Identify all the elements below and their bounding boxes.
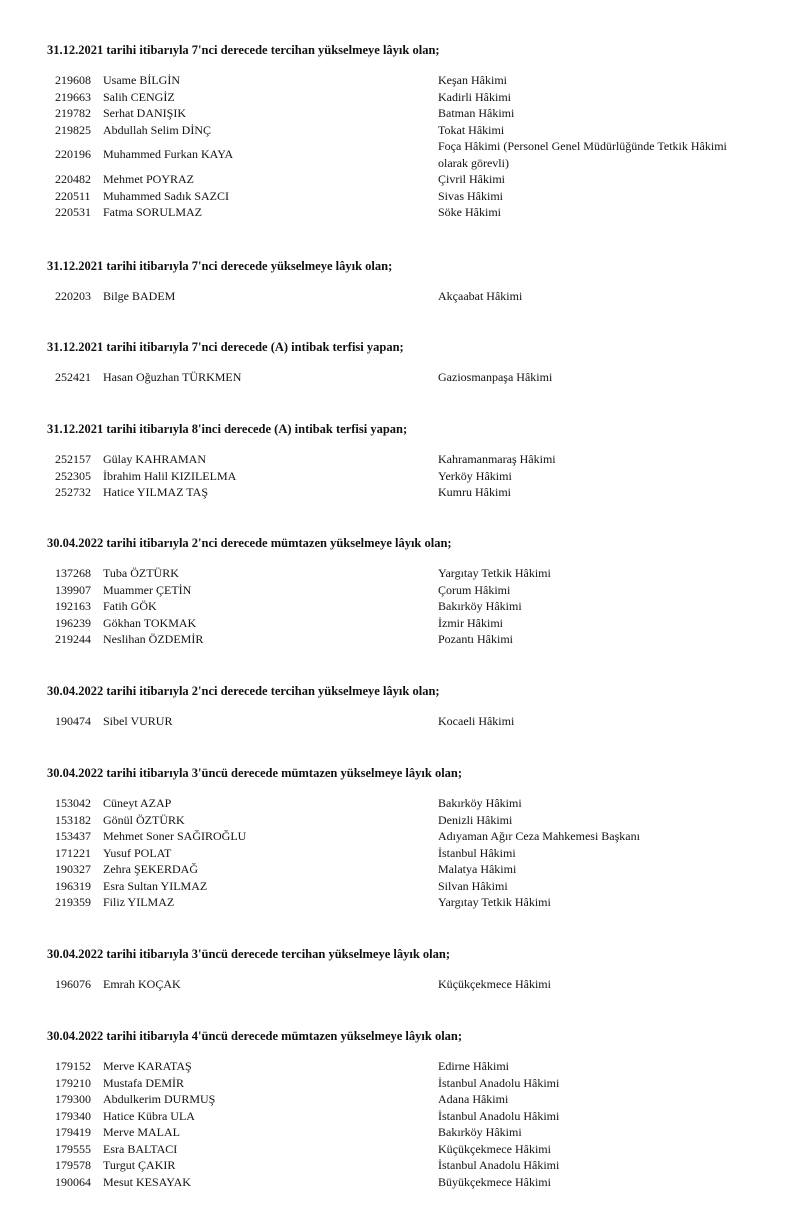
person-name: Fatma SORULMAZ [103, 205, 202, 219]
person-name: Abdulkerim DURMUŞ [103, 1092, 216, 1106]
list-item [0, 894, 798, 911]
registry-number: 179340 [55, 1108, 91, 1123]
position-title: Yerköy Hâkimi [438, 468, 512, 483]
list-item [0, 812, 798, 829]
registry-number: 179578 [55, 1158, 91, 1172]
position-title: İstanbul Anadolu Hâkimi [438, 1158, 560, 1172]
position-title: Pozantı Hâkimi [438, 632, 513, 646]
registry-number: 137268 [55, 566, 91, 580]
section-rows [0, 1058, 798, 1190]
position-title: Sivas Hâkimi [438, 188, 503, 203]
registry-number: 196076 [55, 977, 91, 991]
registry-number: 219244 [55, 632, 91, 646]
position-title: Adana Hâkimi [438, 1092, 509, 1106]
registry-number: 252157 [55, 452, 91, 466]
person-name: Serhat DANIŞIK [103, 106, 186, 120]
person-name: Mehmet Soner SAĞIROĞLU [103, 829, 247, 843]
list-item [0, 713, 798, 730]
list-item [0, 188, 798, 205]
position-title: Foça Hâkimi (Personel Genel Müdürlüğünde Tetkik Hâkimi olarak görevli) [438, 139, 727, 170]
list-item [0, 565, 798, 582]
list-item [0, 204, 798, 221]
list-item [0, 845, 798, 862]
list-item [0, 1075, 798, 1092]
position-title: Denizli Hâkimi [438, 812, 513, 827]
person-name: Abdullah Selim DİNÇ [103, 122, 211, 137]
registry-number: 179419 [55, 1125, 91, 1139]
registry-number: 220203 [55, 289, 91, 303]
registry-number: 219359 [55, 895, 91, 909]
list-item [0, 1091, 798, 1108]
position-title: Gaziosmanpaşa Hâkimi [438, 370, 553, 384]
registry-number: 252732 [55, 485, 91, 499]
position-title: Edirne Hâkimi [438, 1059, 509, 1073]
section-rows [0, 369, 798, 386]
position-title: Kumru Hâkimi [438, 485, 511, 499]
registry-number: 190474 [55, 714, 91, 728]
list-item [0, 631, 798, 648]
registry-number: 153042 [55, 796, 91, 810]
person-name: Merve MALAL [103, 1125, 180, 1139]
registry-number: 179152 [55, 1059, 91, 1073]
position-title: Yargıtay Tetkik Hâkimi [438, 566, 551, 580]
position-title: İzmir Hâkimi [438, 615, 503, 630]
person-name: Mesut KESAYAK [103, 1174, 191, 1189]
section-heading: 30.04.2022 tarihi itibarıyla 2'nci derecede tercihan yükselmeye lâyık olan; [47, 684, 440, 698]
position-title: Çorum Hâkimi [438, 582, 511, 597]
list-item [0, 878, 798, 895]
person-name: Gökhan TOKMAK [103, 615, 197, 630]
list-item [0, 171, 798, 188]
person-name: Yusuf POLAT [103, 845, 172, 860]
registry-number: 219663 [55, 89, 91, 104]
position-title: Küçükçekmece Hâkimi [438, 1141, 551, 1156]
person-name: Gülay KAHRAMAN [103, 452, 206, 466]
registry-number: 179300 [55, 1092, 91, 1106]
registry-number: 192163 [55, 599, 91, 613]
list-item [0, 72, 798, 89]
list-item [0, 105, 798, 122]
registry-number: 220511 [55, 188, 91, 203]
registry-number: 219608 [55, 73, 91, 87]
person-name: Mehmet POYRAZ [103, 172, 194, 186]
registry-number: 171221 [55, 845, 91, 860]
section-rows [0, 976, 798, 993]
registry-number: 179555 [55, 1141, 91, 1156]
section-heading: 31.12.2021 tarihi itibarıyla 7'nci derecede yükselmeye lâyık olan; [47, 259, 393, 273]
registry-number: 153182 [55, 812, 91, 827]
section-rows [0, 565, 798, 648]
position-title: Çivril Hâkimi [438, 172, 505, 186]
list-item [0, 976, 798, 993]
person-name: Muhammed Sadık SAZCI [103, 188, 229, 203]
person-name: Muammer ÇETİN [103, 582, 192, 597]
list-item [0, 138, 798, 171]
position-title: İstanbul Hâkimi [438, 845, 516, 860]
section-heading: 31.12.2021 tarihi itibarıyla 8'inci derecede (A) intibak terfisi yapan; [47, 422, 408, 436]
person-name: Muhammed Furkan KAYA [103, 147, 234, 161]
list-item [0, 369, 798, 386]
position-title: Batman Hâkimi [438, 106, 515, 120]
registry-number: 153437 [55, 829, 91, 843]
person-name: Usame BİLGİN [103, 73, 180, 87]
list-item [0, 861, 798, 878]
list-item [0, 795, 798, 812]
person-name: Mustafa DEMİR [103, 1075, 184, 1090]
position-title: Kadirli Hâkimi [438, 89, 511, 104]
registry-number: 139907 [55, 582, 91, 597]
list-item [0, 451, 798, 468]
section-heading: 30.04.2022 tarihi itibarıyla 3'üncü derecede mümtazen yükselmeye lâyık olan; [47, 766, 463, 780]
registry-number: 219782 [55, 106, 91, 120]
registry-number: 252305 [55, 468, 91, 483]
person-name: Hasan Oğuzhan TÜRKMEN [103, 370, 242, 384]
person-name: Filiz YILMAZ [103, 895, 175, 909]
list-item [0, 1108, 798, 1125]
registry-number: 220531 [55, 205, 91, 219]
list-item [0, 582, 798, 599]
position-title: Kocaeli Hâkimi [438, 714, 515, 728]
list-item [0, 828, 798, 845]
person-name: Hatice YILMAZ TAŞ [103, 485, 209, 499]
person-name: Gönül ÖZTÜRK [103, 812, 185, 827]
section-rows [0, 713, 798, 730]
person-name: Zehra ŞEKERDAĞ [103, 862, 198, 876]
person-name: Emrah KOÇAK [103, 977, 181, 991]
person-name: Esra BALTACI [103, 1141, 178, 1156]
person-name: Tuba ÖZTÜRK [103, 566, 179, 580]
section-rows [0, 72, 798, 221]
person-name: İbrahim Halil KIZILELMA [103, 468, 237, 483]
list-item [0, 122, 798, 139]
list-item [0, 615, 798, 632]
list-item [0, 1174, 798, 1191]
registry-number: 190327 [55, 862, 91, 876]
registry-number: 190064 [55, 1174, 91, 1189]
person-name: Salih CENGİZ [103, 89, 175, 104]
list-item [0, 1141, 798, 1158]
list-item [0, 1124, 798, 1141]
person-name: Turgut ÇAKIR [103, 1158, 176, 1172]
position-title: İstanbul Anadolu Hâkimi [438, 1108, 560, 1123]
position-title: Akçaabat Hâkimi [438, 289, 523, 303]
section-heading: 30.04.2022 tarihi itibarıyla 4'üncü derecede mümtazen yükselmeye lâyık olan; [47, 1029, 463, 1043]
registry-number: 196319 [55, 878, 91, 893]
section-rows [0, 795, 798, 911]
position-title: Keşan Hâkimi [438, 73, 507, 87]
registry-number: 219825 [55, 122, 91, 137]
registry-number: 252421 [55, 370, 91, 384]
position-title: Malatya Hâkimi [438, 862, 517, 876]
position-title: Adıyaman Ağır Ceza Mahkemesi Başkanı [438, 829, 640, 843]
list-item [0, 288, 798, 305]
registry-number: 179210 [55, 1075, 91, 1090]
section-heading: 31.12.2021 tarihi itibarıyla 7'nci derecede tercihan yükselmeye lâyık olan; [47, 43, 440, 57]
registry-number: 220196 [55, 147, 91, 161]
person-name: Esra Sultan YILMAZ [103, 878, 208, 893]
position-title: Bakırköy Hâkimi [438, 1125, 522, 1139]
person-name: Hatice Kübra ULA [103, 1108, 195, 1123]
position-title: Bakırköy Hâkimi [438, 599, 522, 613]
list-item [0, 1058, 798, 1075]
list-item [0, 89, 798, 106]
position-title: Tokat Hâkimi [438, 122, 505, 137]
person-name: Bilge BADEM [103, 289, 176, 303]
section-heading: 30.04.2022 tarihi itibarıyla 2'nci derecede mümtazen yükselmeye lâyık olan; [47, 536, 452, 550]
position-title: Küçükçekmece Hâkimi [438, 977, 551, 991]
person-name: Fatih GÖK [103, 599, 157, 613]
position-title: Silvan Hâkimi [438, 878, 508, 893]
position-title: İstanbul Anadolu Hâkimi [438, 1075, 560, 1090]
section-heading: 30.04.2022 tarihi itibarıyla 3'üncü derecede tercihan yükselmeye lâyık olan; [47, 947, 450, 961]
section-heading: 31.12.2021 tarihi itibarıyla 7'nci derecede (A) intibak terfisi yapan; [47, 340, 404, 354]
position-title: Bakırköy Hâkimi [438, 796, 522, 810]
list-item [0, 468, 798, 485]
position-title: Yargıtay Tetkik Hâkimi [438, 895, 551, 909]
person-name: Neslihan ÖZDEMİR [103, 632, 204, 646]
list-item [0, 1157, 798, 1174]
list-item [0, 598, 798, 615]
person-name: Sibel VURUR [103, 714, 173, 728]
registry-number: 220482 [55, 172, 91, 186]
list-item [0, 484, 798, 501]
person-name: Merve KARATAŞ [103, 1059, 192, 1073]
position-title: Söke Hâkimi [438, 205, 501, 219]
registry-number: 196239 [55, 615, 91, 630]
person-name: Cüneyt AZAP [103, 796, 172, 810]
position-title: Büyükçekmece Hâkimi [438, 1174, 551, 1189]
section-rows [0, 451, 798, 501]
position-title: Kahramanmaraş Hâkimi [438, 452, 556, 466]
section-rows [0, 288, 798, 305]
